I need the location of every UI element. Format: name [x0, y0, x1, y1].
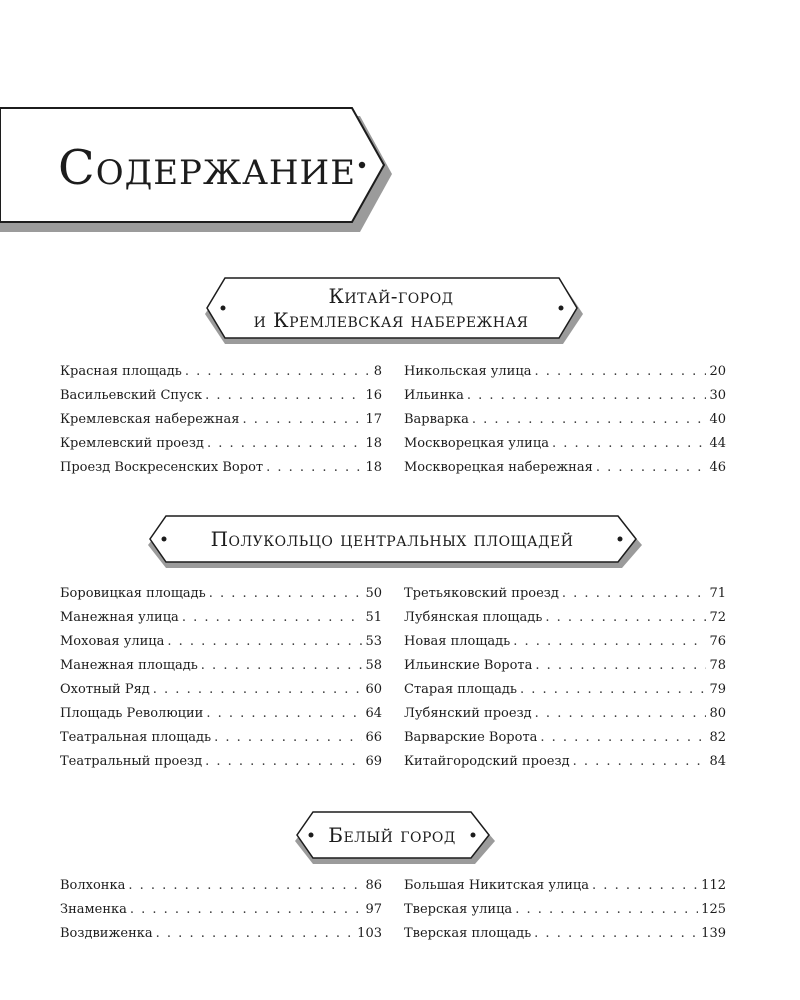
toc-entry-name: Старая площадь [404, 682, 517, 697]
toc-leader [515, 902, 698, 917]
toc-entry-name: Третьяковский проезд [404, 586, 559, 601]
toc-leader [534, 364, 706, 379]
toc-entry-page: 76 [709, 634, 726, 649]
toc-entry[interactable] [404, 754, 726, 778]
toc-entry[interactable] [60, 634, 382, 658]
toc-entry-page: 72 [709, 610, 726, 625]
toc-entry[interactable] [60, 610, 382, 634]
toc-entry-name: Ильинка [404, 388, 464, 403]
toc-entry-page: 44 [709, 436, 726, 451]
toc-leader [207, 436, 363, 451]
toc-entry[interactable] [404, 634, 726, 658]
section-banner-kitay-gorod [205, 278, 583, 344]
toc-leader [205, 754, 362, 769]
toc-entry[interactable] [60, 412, 382, 436]
toc-entry-page: 46 [709, 460, 726, 475]
toc-leader [573, 754, 707, 769]
toc-leader [206, 706, 362, 721]
toc-entry[interactable] [60, 926, 382, 950]
toc-leader [128, 878, 362, 893]
toc-entry-page: 82 [709, 730, 726, 745]
toc-entry-page: 64 [365, 706, 382, 721]
toc-entry[interactable] [404, 412, 726, 436]
toc-entry-page: 139 [701, 926, 726, 941]
toc-entry-page: 30 [709, 388, 726, 403]
toc-entry-page: 60 [365, 682, 382, 697]
toc-leader [130, 902, 363, 917]
toc-entry-page: 66 [365, 730, 382, 745]
toc-entry[interactable] [60, 436, 382, 460]
toc-entry-name: Манежная улица [60, 610, 179, 625]
toc-leader [209, 586, 363, 601]
toc-entry[interactable] [404, 706, 726, 730]
toc-entry-name: Театральный проезд [60, 754, 203, 769]
toc-entry-name: Китайгородский проезд [404, 754, 570, 769]
bullet-dot-icon [359, 162, 365, 168]
toc-entry-page: 97 [365, 902, 382, 917]
toc-entry[interactable] [404, 902, 726, 926]
toc-leader [201, 658, 363, 673]
toc-entry-name: Театральная площадь [60, 730, 212, 745]
toc-entry[interactable] [404, 730, 726, 754]
toc-entry[interactable] [60, 658, 382, 682]
toc-entry-name: Большая Никитская улица [404, 878, 590, 893]
toc-entry-name: Лубянская площадь [404, 610, 543, 625]
toc-entry-page: 86 [365, 878, 382, 893]
toc-entry-name: Моховая улица [60, 634, 165, 649]
toc-entry[interactable] [60, 754, 382, 778]
toc-entry-name: Охотный Ряд [60, 682, 150, 697]
toc-entry[interactable] [404, 610, 726, 634]
toc-leader [205, 388, 362, 403]
toc-entry-name: Тверская улица [404, 902, 513, 917]
toc-entry[interactable] [404, 364, 726, 388]
section-banner-bely-gorod [295, 812, 495, 864]
toc-entry-name: Никольская улица [404, 364, 532, 379]
toc-entry[interactable] [60, 682, 382, 706]
toc-entry[interactable] [404, 586, 726, 610]
toc-entry[interactable] [60, 388, 382, 412]
toc-entry-name: Тверская площадь [404, 926, 532, 941]
toc-leader [185, 364, 371, 379]
toc-entry-page: 40 [709, 412, 726, 427]
toc-leader [472, 412, 707, 427]
toc-entry[interactable] [404, 682, 726, 706]
toc-entry-name: Знаменка [60, 902, 127, 917]
toc-leader [520, 682, 706, 697]
toc-entry-name: Варварские Ворота [404, 730, 538, 745]
toc-entry-page: 112 [701, 878, 726, 893]
toc-entry-name: Лубянский проезд [404, 706, 532, 721]
toc-leader [535, 658, 706, 673]
toc-entry[interactable] [60, 706, 382, 730]
toc-entry-page: 78 [709, 658, 726, 673]
toc-leader [242, 412, 362, 427]
toc-entry-name: Манежная площадь [60, 658, 198, 673]
toc-entry[interactable] [404, 878, 726, 902]
toc-entry-page: 58 [365, 658, 382, 673]
toc-entry[interactable] [404, 658, 726, 682]
toc-entry-page: 16 [365, 388, 382, 403]
toc-entry-page: 103 [357, 926, 382, 941]
toc-entry-page: 51 [365, 610, 382, 625]
toc-entry-name: Воздвиженка [60, 926, 153, 941]
toc-entry[interactable] [60, 586, 382, 610]
toc-entry[interactable] [60, 878, 382, 902]
toc-entry-page: 69 [365, 754, 382, 769]
toc-entry-name: Васильевский Спуск [60, 388, 203, 403]
toc-entry-name: Москворецкая набережная [404, 460, 593, 475]
toc-leader [545, 610, 706, 625]
toc-leader [266, 460, 362, 475]
toc-leader [153, 682, 363, 697]
toc-entry[interactable] [60, 730, 382, 754]
toc-leader [156, 926, 355, 941]
toc-entry-page: 80 [709, 706, 726, 721]
toc-entry-name: Варварка [404, 412, 469, 427]
toc-leader [513, 634, 706, 649]
toc-entry-name: Проезд Воскресенских Ворот [60, 460, 264, 475]
toc-entry-page: 50 [365, 586, 382, 601]
toc-leader [596, 460, 707, 475]
section-title-line: Полукольцо центральных площадей [210, 527, 574, 551]
toc-entry-name: Кремлевский проезд [60, 436, 204, 451]
section-title-line: и Кремлевская набережная [253, 308, 529, 332]
toc-entry-name: Кремлевская набережная [60, 412, 240, 427]
toc-leader [535, 706, 707, 721]
toc-entry[interactable] [60, 364, 382, 388]
toc-entry-page: 20 [709, 364, 726, 379]
toc-leader [540, 730, 706, 745]
toc-entry[interactable] [404, 388, 726, 412]
toc-leader [182, 610, 363, 625]
toc-leader [534, 926, 698, 941]
page-title: Содержание [58, 140, 357, 196]
section-banner-polukoltso [148, 516, 642, 568]
toc-entry[interactable] [404, 926, 726, 950]
toc-entry-page: 71 [709, 586, 726, 601]
toc-entry-page: 125 [701, 902, 726, 917]
toc-entry-page: 79 [709, 682, 726, 697]
toc-leader [214, 730, 362, 745]
toc-entry-page: 18 [365, 436, 382, 451]
toc-entry[interactable] [404, 460, 726, 484]
toc-entry-page: 17 [365, 412, 382, 427]
toc-leader [552, 436, 706, 451]
toc-entry[interactable] [60, 902, 382, 926]
toc-entry-name: Ильинские Ворота [404, 658, 533, 673]
toc-entry-name: Боровицкая площадь [60, 586, 206, 601]
toc-entry[interactable] [60, 460, 382, 484]
toc-leader [592, 878, 698, 893]
toc-leader [167, 634, 362, 649]
toc-entry-page: 53 [365, 634, 382, 649]
toc-entry-page: 18 [365, 460, 382, 475]
toc-entry-name: Москворецкая улица [404, 436, 549, 451]
toc-entry[interactable] [404, 436, 726, 460]
toc-entry-page: 8 [373, 364, 382, 379]
toc-entry-name: Волхонка [60, 878, 126, 893]
toc-leader [467, 388, 707, 403]
toc-leader [562, 586, 707, 601]
toc-entry-name: Красная площадь [60, 364, 182, 379]
toc-entry-name: Новая площадь [404, 634, 511, 649]
section-title-line: Белый город [328, 823, 456, 847]
section-title-line: Китай-город [328, 284, 454, 308]
toc-entry-page: 84 [709, 754, 726, 769]
toc-entry-name: Площадь Революции [60, 706, 204, 721]
